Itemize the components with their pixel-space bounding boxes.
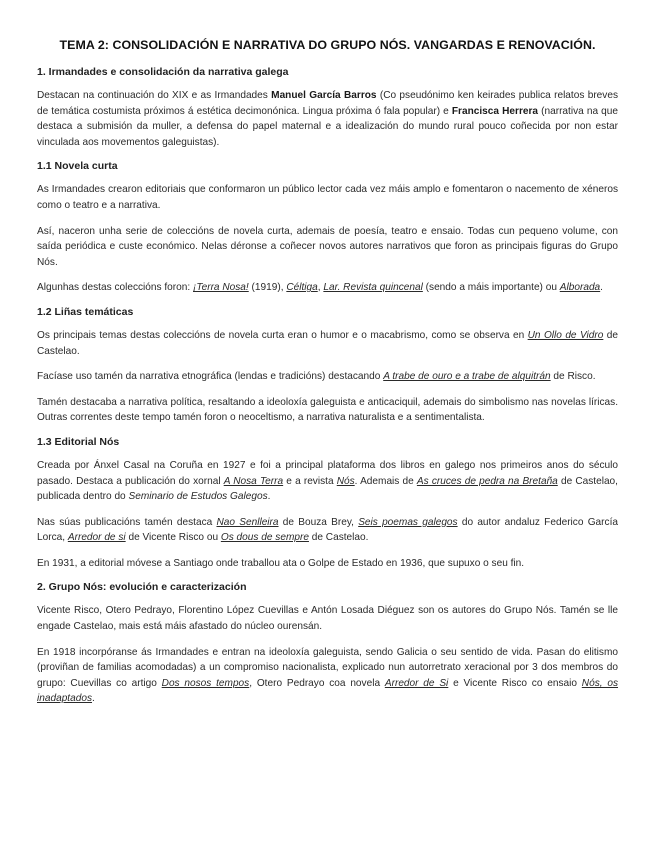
paragraph: En 1931, a editorial móvese a Santiago onde traballou ata o Golpe de Estado en 1936, que supuxo o seu fin. (37, 557, 525, 569)
text: Destacan na continuación do XIX e as Irmandades (37, 90, 272, 101)
text: de Castelao, publicada dentro do (37, 475, 618, 503)
text: , Otero Pedrayo coa novela (249, 677, 385, 689)
paragraph (37, 88, 618, 150)
work-link[interactable]: As cruces de pedra na Bretaña (416, 475, 558, 487)
work-link[interactable]: Nós, os inadaptados (37, 677, 619, 705)
text: Algunhas destas coleccións foron: (37, 282, 193, 294)
work-link[interactable]: Arredor de si (67, 532, 126, 544)
paragraph (37, 369, 618, 385)
text: . (600, 282, 603, 294)
paragraph: Tamén destacaba a narrativa política, resaltando a ideoloxía galeguista e anticaciquil, ademais do simbolismo nas novelas líricas. Outras correntes deste tempo tamén foron o neoceltismo, a narrativa naturalista e a sentimentalista. (37, 396, 618, 424)
work-title: Seminario de Estudos Galegos (128, 491, 268, 503)
work-link[interactable]: Nao Senlleira (216, 516, 279, 528)
paragraph (37, 280, 618, 296)
text: Os principais temas destas coleccións de novela curta eran o humor e o macabrismo, como se observa en (37, 329, 528, 341)
paragraph (37, 645, 618, 707)
paragraph (37, 458, 618, 505)
work-link[interactable]: Un Ollo de Vidro (527, 329, 604, 341)
author-name: Francisca Herrera (451, 105, 539, 117)
text: En 1918 incorpóranse ás Irmandades e entran na ideoloxía galeguista, sendo Galicia o seu sentido de vida. Pasan do elitismo (proviñan de familias acomodadas) a un compromiso nacionalista, explicado nun autorretrato xeracional por 3 dos membros do grupo: Cuevillas co artigo (37, 646, 618, 689)
document-title: TEMA 2: CONSOLIDACIÓN E NARRATIVA DO GRUPO NÓS. VANGARDAS E RENOVACIÓN. (59, 38, 596, 52)
work-link[interactable]: Os dous de sempre (220, 532, 309, 544)
paragraph (37, 328, 618, 359)
section-heading-1-3: 1.3 Editorial Nós (37, 435, 120, 448)
work-link[interactable]: A trabe de ouro e a trabe de alquitrán (383, 371, 551, 383)
text: , (317, 282, 324, 294)
work-link[interactable]: Seis poemas galegos (358, 516, 458, 528)
text: . Ademais de (354, 475, 417, 487)
work-link[interactable]: A Nosa Terra (223, 475, 284, 487)
text: Nas súas publicacións tamén destaca (37, 516, 217, 528)
work-link[interactable]: Alborada (559, 282, 601, 294)
text: Creada por Ánxel Casal na Coruña en 1927 e foi a principal plataforma dos libros en galego nos primeiros anos do século pasado. Destaca a publicación do xornal (37, 459, 618, 487)
text: (1919), (248, 282, 287, 294)
work-link[interactable]: Nós (336, 475, 355, 487)
text: (sendo a máis importante) ou (422, 282, 560, 294)
paragraph (37, 515, 618, 546)
work-link[interactable]: Lar. Revista quincenal (323, 282, 423, 294)
work-link[interactable]: ¡Terra Nosa! (193, 282, 249, 294)
text: e Vicente Risco co ensaio (448, 677, 582, 689)
work-link[interactable]: Céltiga (286, 282, 318, 294)
paragraph: Vicente Risco, Otero Pedrayo, Florentino López Cuevillas e Antón Losada Diéguez son os autores do Grupo Nós. Tamén se lle engade Castelao, mais está máis afastado do núcleo ourensán. (37, 605, 618, 633)
text: (narrativa na que destaca a submisión da muller, a defensa do papel maternal e a idealización do mundo rural pouco coñecida por non estar vinculada aos movementos galeguistas). (37, 105, 618, 148)
author-name: Manuel García Barros (271, 90, 377, 101)
section-heading-2: 2. Grupo Nós: evolución e caracterización (37, 581, 247, 594)
text: . (92, 693, 95, 705)
text: de Vicente Risco ou (125, 532, 221, 544)
text: de Risco. (550, 371, 596, 383)
text: e a revista (283, 475, 337, 487)
paragraph: Así, naceron unha serie de coleccións de novela curta, ademais de poesía, teatro e ensaio. Todas cun pequeno volume, con saída periódica e custe económico. Nelas déronse a coñecer novos autores narrativos que foron as principais figuras do Grupo Nós. (37, 225, 618, 268)
text: de Castelao. (37, 329, 618, 357)
text: . (267, 491, 271, 503)
text: Facíase uso tamén da narrativa etnográfica (lendas e tradicións) destacando (37, 371, 384, 383)
work-link[interactable]: Arredor de Si (384, 677, 449, 689)
text: do autor andaluz Federico García Lorca, (37, 516, 618, 544)
text: de Bouza Brey, (278, 516, 359, 528)
section-heading-1-2: 1.2 Liñas temáticas (37, 305, 134, 318)
section-heading-1-1: 1.1 Novela curta (37, 160, 118, 173)
section-heading-1: 1. Irmandades e consolidación da narrativa galega (37, 66, 289, 78)
paragraph: As Irmandades crearon editoriais que conformaron un público lector cada vez máis amplo e fomentaron o nacemento de xéneros como o teatro e a narrativa. (37, 184, 618, 211)
text: de Castelao. (308, 532, 369, 544)
text: (Co pseudónimo ken keirades publica relatos breves de temática costumista próximos á estética decimonónica. Lingua próxima ó fala popular) e (37, 90, 619, 117)
work-link[interactable]: Dos nosos tempos (161, 677, 250, 689)
